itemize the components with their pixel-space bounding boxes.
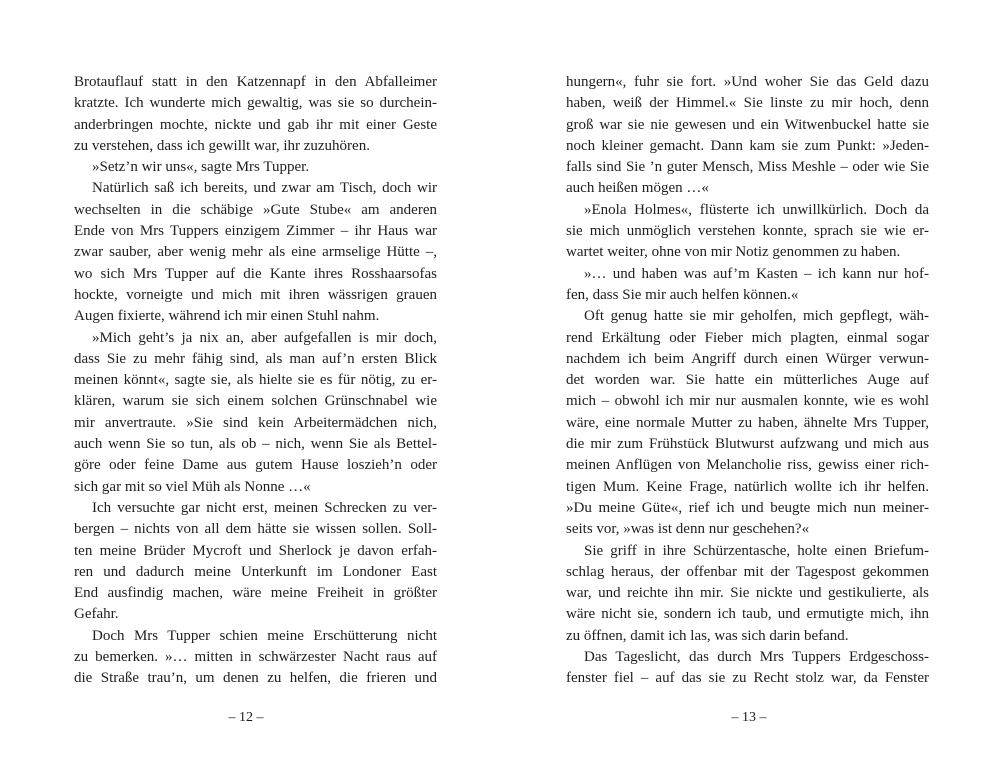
- text-line: haben, weiß der Himmel.« Sie linste zu mir hoch, denn: [566, 95, 929, 112]
- text-line: zu öffnen, damit ich las, was sich darin befand.: [566, 627, 849, 644]
- text-line: zu bemerken. »… mitten in schwärzester Nacht raus auf: [74, 649, 437, 666]
- text-line: auch wenn Sie so tun, als ob – nich, wenn Sie als Bettel-: [74, 436, 437, 453]
- text-line: »Du meine Güte«, rief ich und beugte mich nun meiner-: [566, 499, 929, 516]
- text-line: Ich versuchte gar nicht erst, meinen Schrecken zu ver-: [92, 499, 437, 516]
- text-line: Natürlich saß ich bereits, und zwar am Tisch, doch wir: [92, 180, 437, 197]
- text-line: hockte, vorneigte und mich mit ihren wässrigen grauen: [74, 286, 437, 303]
- left-page-text: [74, 72, 437, 690]
- text-line: Brotauflauf statt in den Katzennapf in den Abfalleimer: [74, 74, 437, 90]
- text-line: zwar sauber, aber wenig mehr als eine armselige Hütte –,: [74, 244, 437, 261]
- text-line: bergen – nichts von all dem hätte sie wissen sollen. Soll-: [74, 521, 437, 538]
- page-number-left: – 12 –: [228, 710, 264, 725]
- text-line: groß war sie nie gewesen und ein Witwenbuckel hatte sie: [566, 116, 929, 133]
- text-line: Oft genug hatte sie mir geholfen, mich gepflegt, wäh-: [584, 308, 929, 325]
- text-line: fenster fiel – auf das sie zu Recht stolz war, da Fenster: [566, 670, 929, 687]
- text-line: noch kleiner gemacht. Dann kam sie zum Punkt: »Jeden-: [566, 137, 929, 154]
- text-line: göre oder feine Dame aus gutem Hause loszieh’n oder: [74, 457, 437, 474]
- text-line: »Setz’n wir uns«, sagte Mrs Tupper.: [92, 159, 310, 176]
- text-line: zu verstehen, dass ich gewillt war, ihr zuzuhören.: [74, 137, 370, 154]
- text-line: fen, dass Sie mir auch helfen können.«: [566, 286, 799, 303]
- text-line: Ende von Mrs Tuppers einzigem Zimmer – ihr Haus war: [74, 223, 437, 240]
- text-line: »Mich geht’s ja nix an, aber aufgefallen is mir doch,: [92, 329, 437, 346]
- text-line: »Enola Holmes«, flüsterte ich unwillkürlich. Doch da: [584, 201, 929, 218]
- text-line: wäre nicht sie, sondern ich taub, und ermutigte mich, ihn: [566, 606, 929, 623]
- text-line: die mir zum Frühstück Blutwurst aufzwang und mich aus: [566, 436, 929, 453]
- text-line: mich – obwohl ich mir nur ausmalen konnte, wie es wohl: [566, 393, 929, 410]
- text-line: schlag heraus, der offenbar mit der Tagespost gekommen: [566, 563, 929, 580]
- text-line: Sie griff in ihre Schürzentasche, holte einen Briefum-: [584, 542, 929, 559]
- text-line: sie mich unmöglich verstehen konnte, sprach sie wie er-: [566, 223, 929, 240]
- text-line: wäre, eine normale Mutter zu haben, ähnelte Mrs Tupper,: [566, 414, 929, 431]
- text-line: Das Tageslicht, das durch Mrs Tuppers Erdgeschoss-: [584, 649, 929, 666]
- text-line: nachdem ich beim Angriff durch einen Würger verwun-: [566, 350, 929, 367]
- text-line: »… und haben was auf’m Kasten – ich kann nur hof-: [584, 265, 929, 282]
- text-line: kratzte. Ich wunderte mich gewaltig, was sie so durchein-: [74, 95, 437, 112]
- text-line: wo sich Mrs Tupper auf die Kante ihres Rosshaarsofas: [74, 265, 437, 282]
- text-line: rend Erkältung oder Fieber mich plagten, einmal sogar: [566, 329, 929, 346]
- text-line: anderbringen mochte, nickte und gab ihr mit einer Geste: [74, 116, 437, 133]
- text-line: ren und dadurch meine Unterkunft im Londoner East: [74, 563, 437, 580]
- page-number-right: – 13 –: [731, 710, 767, 725]
- text-line: meinen könnt«, sagte sie, als hielte sie es für nötig, zu er-: [74, 372, 437, 389]
- text-line: wechselten in die schäbige »Gute Stube« am anderen: [74, 201, 437, 218]
- text-line: hungern«, fuhr sie fort. »Und woher Sie das Geld dazu: [566, 74, 929, 90]
- text-line: auch heißen mögen …«: [566, 180, 709, 197]
- text-line: sich gar mit so viel Müh als Nonne …«: [74, 478, 311, 495]
- text-line: dass Sie zu mehr fähig sind, als man auf’n ersten Blick: [74, 350, 437, 367]
- text-line: mir anvertraute. »Sie sind kein Arbeitermädchen nich,: [74, 414, 437, 431]
- text-line: klären, warum sie sich einem solchen Grünschnabel wie: [74, 393, 437, 410]
- text-line: End ausfindig machen, wäre meine Freiheit in größter: [74, 585, 437, 602]
- text-line: meinen Anflügen von Melancholie riss, gewiss einer rich-: [566, 457, 929, 474]
- text-line: die Straße trau’n, um denen zu helfen, die frieren und: [74, 670, 437, 687]
- text-line: Doch Mrs Tupper schien meine Erschütterung nicht: [92, 627, 437, 644]
- text-line: Gefahr.: [74, 606, 119, 623]
- text-line: falls sind Sie ’n guter Mensch, Miss Meshle – oder wie Sie: [566, 159, 929, 176]
- text-line: seits vor, »was ist denn nur geschehen?«: [566, 521, 810, 538]
- text-line: ten meine Brüder Mycroft und Sherlock je davon erfah-: [74, 542, 437, 559]
- right-page-text: [566, 72, 929, 690]
- text-line: tigen Mum. Keine Frage, natürlich wollte ich ihr helfen.: [566, 478, 929, 495]
- text-line: wartet weiter, ohne von mir Notiz genommen zu haben.: [566, 244, 901, 261]
- text-line: det worden war. Sie hatte ein mütterliches Auge auf: [566, 372, 929, 389]
- text-line: Augen fixierte, während ich mir einen Stuhl nahm.: [74, 308, 380, 325]
- text-line: war, und reichte ihn mir. Sie nickte und gestikulierte, als: [566, 585, 929, 602]
